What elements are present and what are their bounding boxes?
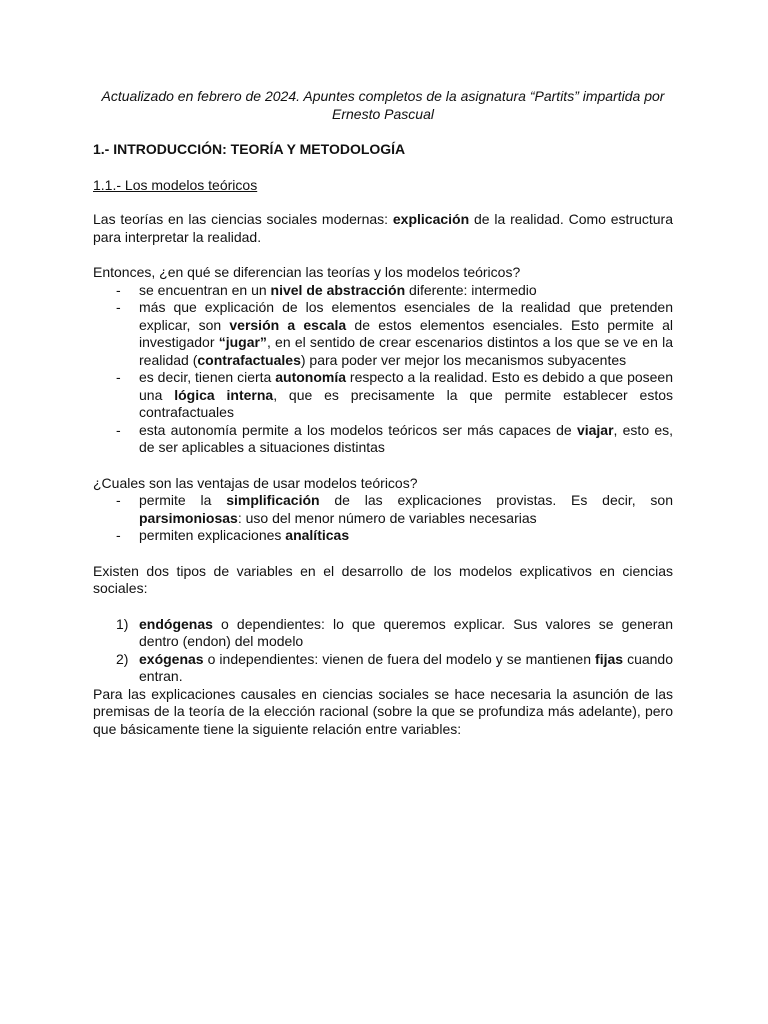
paragraph-theories: Las teorías en las ciencias sociales modernas: explicación de la realidad. Como estructura para interpretar la realidad. xyxy=(93,211,673,245)
advantages-lead: ¿Cuales son las ventajas de usar modelos teóricos? xyxy=(93,474,418,491)
differences-lead: Entonces, ¿en qué se diferencian las teorías y los modelos teóricos? xyxy=(93,264,521,280)
paragraph-causal-explanations: Para las explicaciones causales en ciencias sociales se hace necesaria la asunción de las premisas de la teoría de la elección racional (sobre la que se profundiza más adelante), pero que básicamente tiene la siguiente relación entre variables: xyxy=(93,685,673,737)
dash-marker: - xyxy=(116,299,121,315)
list-item: 2) exógenas o independientes: vienen de fuera del modelo y se mantienen fijas cuando entran. xyxy=(116,650,674,684)
list-item: - se encuentran en un nivel de abstracción diferente: intermedio xyxy=(116,281,537,298)
list-item: - permiten explicaciones analíticas xyxy=(116,527,350,543)
dash-marker: - xyxy=(116,492,121,508)
paragraph-variable-types: Existen dos tipos de variables en el desarrollo de los modelos explicativos en ciencias sociales: xyxy=(93,562,673,596)
intro-note xyxy=(93,88,673,123)
list-item: - más que explicación de los elementos esenciales de la realidad que pretenden explicar, son versión a escala de estos elementos esenciales. Esto permite al investigador “jugar”, en el sentido de crear escenarios distintos a los que se ve en la realidad (contrafactuales) para poder ver mejor los mecanismos subyacentes xyxy=(116,299,673,368)
number-marker: 2) xyxy=(116,650,129,667)
dash-marker: - xyxy=(116,421,121,438)
document-page xyxy=(93,88,673,738)
list-item: - permite la simplificación de las explicaciones provistas. Es decir, son parsimoniosas: uso del menor número de variables necesarias xyxy=(116,492,674,526)
spacer xyxy=(93,598,673,616)
list-item: - esta autonomía permite a los modelos teóricos ser más capaces de viajar, esto es, de ser aplicables a situaciones distintas xyxy=(116,421,673,455)
dash-marker: - xyxy=(116,527,121,543)
intro-line-1: Actualizado en febrero de 2024. Apuntes completos de la asignatura “Partits” impartida por xyxy=(101,88,665,104)
dash-marker: - xyxy=(116,369,121,385)
differences-list xyxy=(93,282,673,457)
list-item: 1) endógenas o dependientes: lo que queremos explicar. Sus valores se generan dentro (endon) del modelo xyxy=(116,615,673,649)
advantages-list xyxy=(93,492,673,545)
section-title: 1.- INTRODUCCIÓN: TEORÍA Y METODOLOGÍA xyxy=(93,141,406,157)
subsection-title: 1.1.- Los modelos teóricos xyxy=(93,176,258,193)
differences-section xyxy=(93,264,673,457)
dash-marker: - xyxy=(116,281,121,298)
variables-numbered-list xyxy=(93,616,673,686)
list-item: - es decir, tienen cierta autonomía respecto a la realidad. Esto es debido a que poseen una lógica interna, que es precisamente la que permite establecer estos contrafactuales xyxy=(116,369,673,420)
number-marker: 1) xyxy=(116,615,129,632)
advantages-section xyxy=(93,475,673,545)
term-explicacion: explicación xyxy=(392,211,470,227)
intro-line-2: Ernesto Pascual xyxy=(332,105,434,122)
